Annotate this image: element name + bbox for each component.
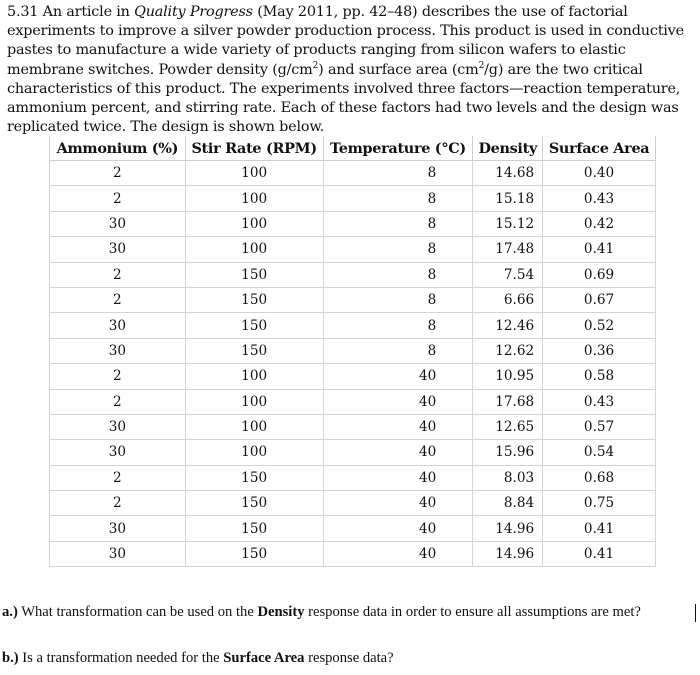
question-a-bold: Density [257,604,305,620]
header-density: Density [473,136,543,161]
cell-surface-area: 0.54 [543,440,656,465]
table-row [50,465,656,490]
cell-surface-area: 0.57 [543,414,656,439]
cell-density: 12.46 [473,313,543,338]
cell-surface-area: 0.41 [543,541,656,566]
cell-ammonium: 2 [50,262,186,287]
table-body [50,161,656,567]
text-cursor [695,604,696,622]
cell-stir-rate: 150 [185,491,323,516]
cell-stir-rate: 100 [185,440,323,465]
cell-surface-area: 0.42 [543,211,656,236]
cell-surface-area: 0.36 [543,338,656,363]
cell-stir-rate: 100 [185,186,323,211]
area-exponent: 2 [478,60,485,71]
cell-stir-rate: 150 [185,541,323,566]
cell-ammonium: 30 [50,338,186,363]
cell-surface-area: 0.41 [543,516,656,541]
cell-temperature: 40 [323,364,473,389]
cell-temperature: 8 [323,211,473,236]
cell-density: 8.84 [473,491,543,516]
cell-temperature: 40 [323,516,473,541]
cell-stir-rate: 150 [185,313,323,338]
cell-surface-area: 0.43 [543,389,656,414]
cell-ammonium: 2 [50,465,186,490]
problem-number: 5.31 [7,4,39,20]
cell-density: 14.68 [473,161,543,186]
cell-stir-rate: 100 [185,161,323,186]
cell-density: 14.96 [473,516,543,541]
table-header-row [50,136,656,161]
table-row [50,440,656,465]
header-surface-area: Surface Area [543,136,656,161]
header-temperature: Temperature (°C) [323,136,473,161]
cell-stir-rate: 150 [185,262,323,287]
cell-temperature: 8 [323,287,473,312]
cell-stir-rate: 150 [185,465,323,490]
question-b-text-2: response data? [304,650,394,666]
cell-surface-area: 0.69 [543,262,656,287]
cell-stir-rate: 100 [185,364,323,389]
problem-text-2: (May 2011, pp. 42–48) describes the use of factorial experiments to improve a silver powder production process. This product is used in conductive pastes to manufacture a wide variety of products ranging from silicon wafers to elastic membrane switches. Powder density (g/cm [7,4,684,78]
problem-text-3: ) and surface area (cm [318,61,479,78]
cell-ammonium: 2 [50,364,186,389]
cell-density: 10.95 [473,364,543,389]
cell-density: 12.62 [473,338,543,363]
cell-surface-area: 0.67 [543,287,656,312]
table-row [50,287,656,312]
cell-ammonium: 30 [50,211,186,236]
cell-density: 7.54 [473,262,543,287]
header-stir-rate: Stir Rate (RPM) [185,136,323,161]
cell-ammonium: 2 [50,186,186,211]
table-row [50,161,656,186]
table-row [50,516,656,541]
table-row [50,211,656,236]
cell-density: 6.66 [473,287,543,312]
table-row [50,186,656,211]
question-a [2,604,641,621]
cell-temperature: 8 [323,237,473,262]
cell-stir-rate: 150 [185,287,323,312]
cell-ammonium: 30 [50,414,186,439]
cell-temperature: 40 [323,389,473,414]
table-row [50,389,656,414]
cell-surface-area: 0.58 [543,364,656,389]
cell-temperature: 40 [323,440,473,465]
table-row [50,338,656,363]
question-b-text-1: Is a transformation needed for the [18,650,224,666]
cell-temperature: 8 [323,338,473,363]
cell-temperature: 8 [323,186,473,211]
cell-ammonium: 30 [50,440,186,465]
design-table [49,136,656,567]
cell-surface-area: 0.75 [543,491,656,516]
cell-stir-rate: 150 [185,338,323,363]
cell-temperature: 40 [323,465,473,490]
density-exponent: 2 [312,60,319,71]
cell-ammonium: 2 [50,491,186,516]
cell-temperature: 40 [323,491,473,516]
cell-ammonium: 2 [50,287,186,312]
cell-surface-area: 0.41 [543,237,656,262]
cell-density: 15.18 [473,186,543,211]
cell-density: 17.48 [473,237,543,262]
problem-statement [7,3,695,137]
cell-surface-area: 0.52 [543,313,656,338]
question-a-text-2: response data in order to ensure all assumptions are met? [304,604,641,620]
cell-surface-area: 0.40 [543,161,656,186]
cell-temperature: 8 [323,262,473,287]
table-row [50,364,656,389]
cell-density: 8.03 [473,465,543,490]
cell-stir-rate: 100 [185,414,323,439]
cell-temperature: 40 [323,414,473,439]
table-row [50,262,656,287]
question-b [2,650,394,667]
cell-temperature: 8 [323,161,473,186]
cell-ammonium: 2 [50,161,186,186]
problem-text-4: /g) are the two critical characteristics of this product. The experiments involved three factors—reaction temperature, ammonium percent, and stirring rate. Each of these factors had two levels and the design was replicated twice. The design is shown below. [7,61,681,136]
table-row [50,313,656,338]
cell-ammonium: 30 [50,516,186,541]
question-a-prefix: a.) [2,604,18,620]
question-a-text-1: What transformation can be used on the [17,604,258,620]
cell-ammonium: 2 [50,389,186,414]
table-row [50,491,656,516]
problem-text-1: An article in [38,4,135,20]
cell-density: 15.12 [473,211,543,236]
table-row [50,414,656,439]
cell-surface-area: 0.43 [543,186,656,211]
cell-density: 14.96 [473,541,543,566]
cell-density: 17.68 [473,389,543,414]
header-ammonium: Ammonium (%) [50,136,186,161]
cell-temperature: 8 [323,313,473,338]
cell-ammonium: 30 [50,541,186,566]
cell-density: 12.65 [473,414,543,439]
cell-temperature: 40 [323,541,473,566]
cell-stir-rate: 100 [185,211,323,236]
cell-stir-rate: 100 [185,237,323,262]
table-row [50,237,656,262]
cell-ammonium: 30 [50,313,186,338]
question-b-prefix: b.) [2,650,19,666]
cell-surface-area: 0.68 [543,465,656,490]
table-row [50,541,656,566]
cell-stir-rate: 150 [185,516,323,541]
question-b-bold: Surface Area [223,650,305,666]
cell-density: 15.96 [473,440,543,465]
journal-title: Quality Progress [134,4,253,20]
cell-ammonium: 30 [50,237,186,262]
cell-stir-rate: 100 [185,389,323,414]
